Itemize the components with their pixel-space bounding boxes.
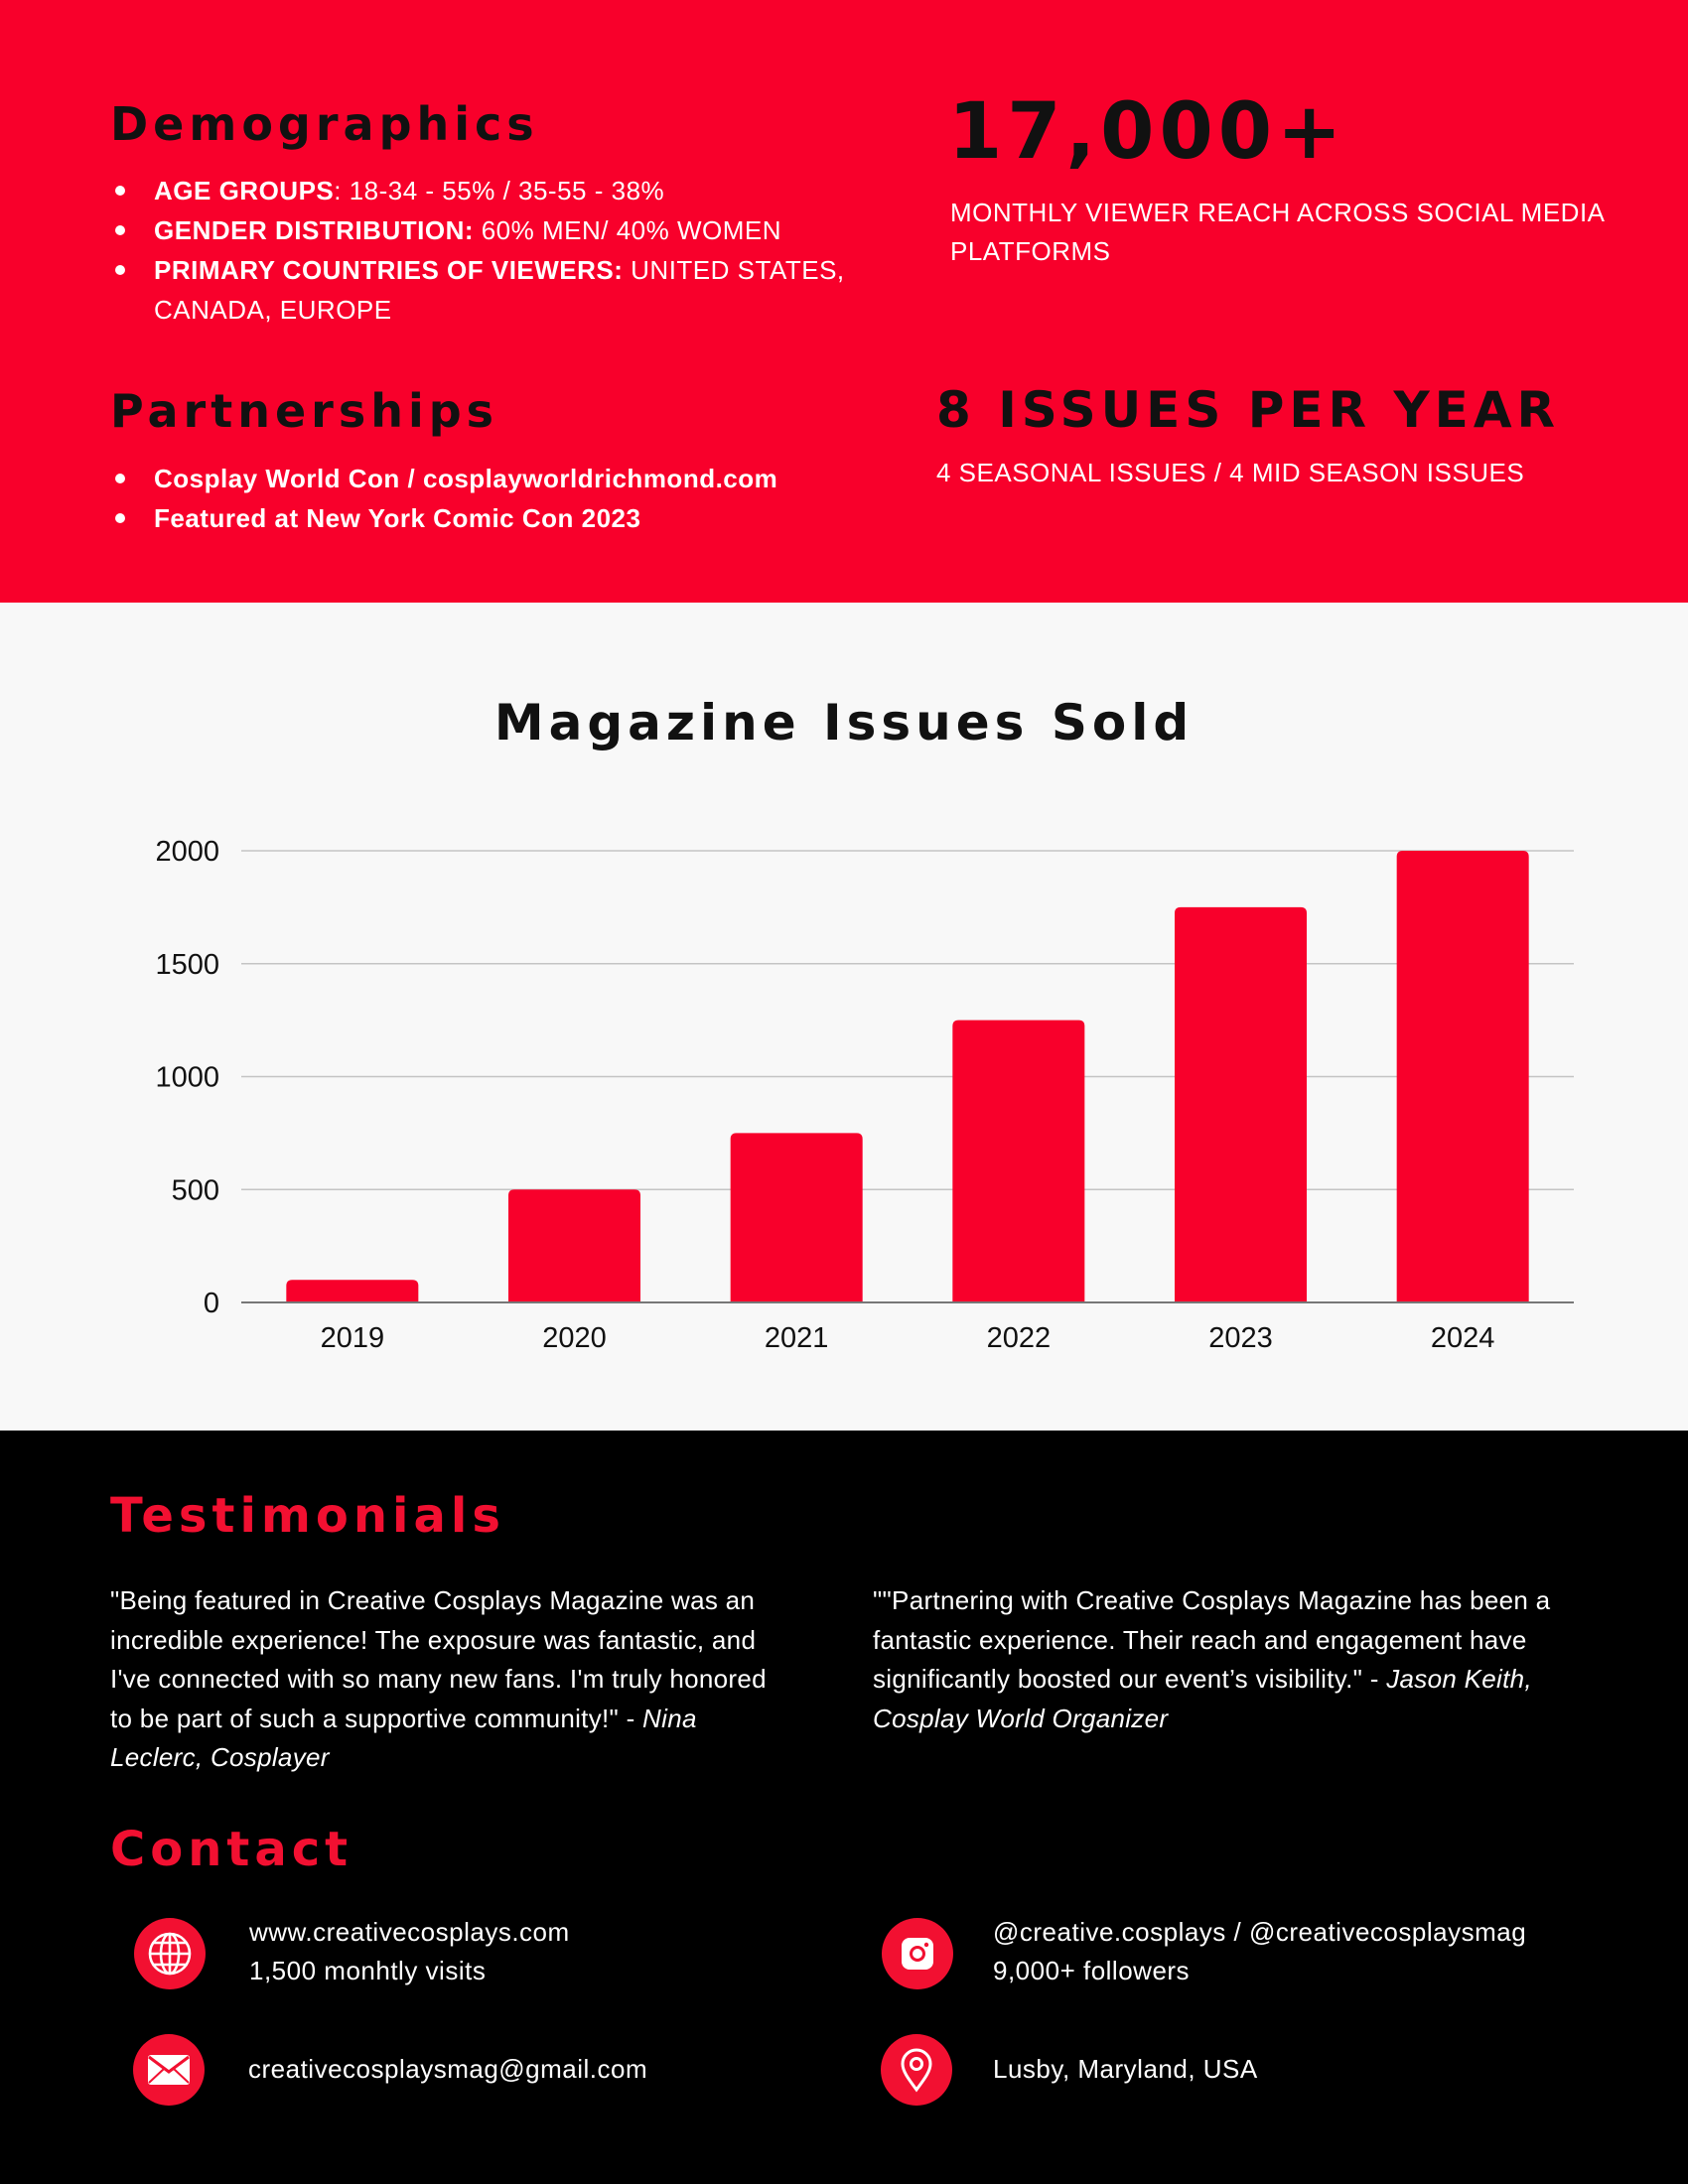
bar-2023 <box>1175 907 1307 1302</box>
list-item: PRIMARY COUNTRIES OF VIEWERS: UNITED STATES, CANADA, EUROPE <box>110 250 865 330</box>
bar-2020 <box>508 1189 640 1302</box>
globe-icon <box>134 1918 206 1989</box>
testimonial-2: ""Partnering with Creative Cosplays Magazine has been a fantastic experience. Their reach and engagement have significantly boosted our event’s visibility." - Jason Keith, Cosplay World Organizer <box>873 1585 1551 1733</box>
contact-heading: Contact <box>110 1822 353 1877</box>
chart-section <box>0 603 1688 1431</box>
issues-text: 4 SEASONAL ISSUES / 4 MID SEASON ISSUES <box>936 458 1525 487</box>
testimonials-contact-section <box>0 1431 1688 2184</box>
bar-2024 <box>1397 851 1529 1302</box>
list-item: Featured at New York Comic Con 2023 <box>110 498 865 538</box>
list-item: GENDER DISTRIBUTION: 60% MEN/ 40% WOMEN <box>110 210 865 250</box>
location-pin-icon <box>881 2034 952 2106</box>
website-link[interactable]: www.creativecosplays.com <box>249 1917 570 1947</box>
y-tick-label: 0 <box>203 1288 219 1319</box>
y-tick-label: 500 <box>171 1174 219 1207</box>
x-tick-label: 2020 <box>542 1322 607 1354</box>
stats-section <box>0 0 1688 603</box>
x-tick-label: 2024 <box>1430 1322 1495 1354</box>
reach-number: 17,000+ <box>948 87 1347 177</box>
partnerships-heading: Partnerships <box>110 384 499 438</box>
instagram-followers: 9,000+ followers <box>993 1956 1191 1985</box>
testimonials-heading: Testimonials <box>110 1488 505 1544</box>
list-item: AGE GROUPS: 18-34 - 55% / 35-55 - 38% <box>110 171 865 210</box>
instagram-handles[interactable]: @creative.cosplays / @creativecosplaysmag <box>993 1917 1527 1947</box>
y-tick-label: 2000 <box>155 836 219 868</box>
x-tick-label: 2022 <box>986 1322 1052 1354</box>
bar-chart <box>0 603 1688 1431</box>
issues-heading: 8 ISSUES PER YEAR <box>936 381 1561 439</box>
email-link[interactable]: creativecosplaysmag@gmail.com <box>248 2054 648 2084</box>
envelope-icon <box>133 2034 205 2106</box>
bar-2022 <box>952 1021 1084 1302</box>
bar-2019 <box>286 1280 418 1302</box>
demographics-list <box>110 171 865 330</box>
y-tick-label: 1500 <box>155 948 219 981</box>
testimonial-1: "Being featured in Creative Cosplays Magazine was an incredible experience! The exposure was fantastic, and I've connected with so many new fans. I'm truly honored to be part of such a supportive community!" - Nina Leclerc, Cosplayer <box>110 1585 767 1772</box>
x-tick-label: 2021 <box>764 1322 829 1354</box>
x-tick-label: 2019 <box>320 1322 385 1354</box>
chart-title: Magazine Issues Sold <box>493 694 1195 751</box>
x-tick-label: 2023 <box>1208 1322 1273 1354</box>
reach-text: MONTHLY VIEWER REACH ACROSS SOCIAL MEDIA PLATFORMS <box>950 198 1605 266</box>
website-visits: 1,500 monhtly visits <box>249 1956 487 1985</box>
bar-2021 <box>731 1133 863 1302</box>
partnerships-list <box>110 459 865 538</box>
y-tick-label: 1000 <box>155 1061 219 1094</box>
location-text: Lusby, Maryland, USA <box>993 2054 1258 2084</box>
demographics-heading: Demographics <box>110 97 539 151</box>
instagram-icon <box>882 1918 953 1989</box>
list-item: Cosplay World Con / cosplayworldrichmond.com <box>110 459 865 498</box>
